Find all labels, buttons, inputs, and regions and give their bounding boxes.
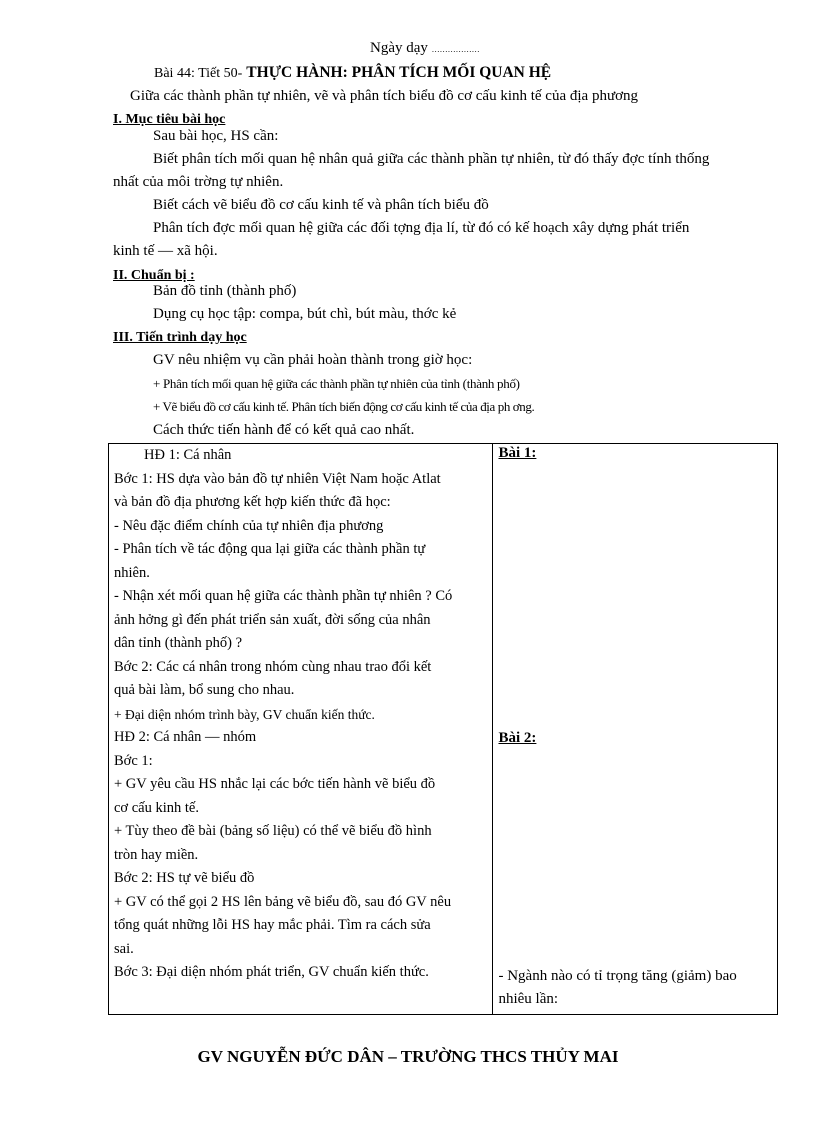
table-row: Bớc 2: Các cá nhân trong nhóm cùng nhau trao đổi kết (114, 658, 432, 675)
table-row: + GV yêu cầu HS nhắc lại các bớc tiến hành vẽ biểu đồ (114, 776, 436, 792)
bai-1-heading: Bài 1: (498, 445, 537, 461)
bai-2-heading: Bài 2: (498, 730, 537, 746)
table-row: + GV có thể gọi 2 HS lên bảng vẽ biểu đồ, sau đó GV nêu (114, 893, 452, 910)
table-row: tổng quát những lỗi HS hay mắc phải. Tìm ra cách sửa (114, 917, 431, 933)
section1-p1-line2: nhất của môi trờng tự nhiên. (113, 174, 284, 190)
date-line: Ngày dạy ……………… (370, 40, 480, 56)
page-footer: GV NGUYỄN ĐỨC DÂN – TRƯỜNG THCS THỦY MAI (197, 1047, 619, 1066)
table-row: ảnh hởng gì đến phát triển sản xuất, đời sống của nhân (114, 611, 431, 628)
section1-p2: Biết cách vẽ biểu đồ cơ cấu kinh tế và phân tích biểu đồ (153, 197, 489, 213)
table-row: và bản đồ địa phương kết hợp kiến thức đã học: (114, 494, 391, 510)
content-column (493, 444, 778, 1015)
section2-heading: II. Chuẩn bị : (113, 268, 195, 283)
table-row: Bớc 3: Đại diện nhóm phát triển, GV chuẩn kiến thức. (114, 964, 429, 980)
question-line1: - Ngành nào có tỉ trọng tăng (giảm) bao (498, 968, 737, 984)
section1-heading: I. Mục tiêu bài học (113, 112, 226, 127)
question-line2: nhiêu lần: (498, 991, 559, 1007)
table-row: HĐ 1: Cá nhân (144, 447, 232, 463)
section1-p1-line1: Biết phân tích mối quan hệ nhân quả giữa các thành phần tự nhiên, từ đó thấy đợc tính thống (153, 151, 710, 167)
section3-heading: III. Tiến trình dạy học (113, 330, 247, 345)
lesson-subtitle: Giữa các thành phần tự nhiên, vẽ và phân tích biểu đồ cơ cấu kinh tế của địa phương (130, 88, 639, 104)
table-row: Bớc 1: HS dựa vào bản đồ tự nhiên Việt Nam hoặc Atlat (114, 470, 441, 487)
section3-intro: GV nêu nhiệm vụ cần phải hoàn thành trong giờ học: (153, 352, 473, 368)
table-row: + Tùy theo đề bài (bảng số liệu) có thể vẽ biểu đồ hình (114, 823, 432, 839)
section1-p3-line1: Phân tích đợc mối quan hệ giữa các đối tợng địa lí, từ đó có kế hoạch xây dựng phát triển (153, 220, 690, 236)
table-row: sai. (114, 940, 134, 957)
table-row: + Đại diện nhóm trình bày, GV chuẩn kiến thức. (114, 706, 375, 722)
activity-column (109, 444, 493, 1015)
table-row: dân tỉnh (thành phố) ? (114, 635, 243, 651)
table-row: HĐ 2: Cá nhân — nhóm (114, 729, 257, 745)
table-row: quả bài làm, bổ sung cho nhau. (114, 682, 295, 698)
section2-item2: Dụng cụ học tập: compa, bút chì, bút màu, thớc kẻ (153, 306, 457, 322)
lesson-heading: Bài 44: Tiết 50- THỰC HÀNH: PHÂN TÍCH MỐI QUAN HỆ (154, 64, 552, 81)
section2-item1: Bản đồ tỉnh (thành phố) (153, 283, 297, 299)
section3-task1: + Phân tích mối quan hệ giữa các thành phần tự nhiên của tỉnh (thành phố) (153, 376, 520, 391)
section1-p3-line2: kinh tế — xã hội. (113, 243, 218, 259)
activity-table (108, 443, 778, 1015)
table-row: Bớc 1: (114, 752, 153, 769)
table-row: - Phân tích về tác động qua lại giữa các thành phần tự (114, 541, 426, 557)
table-row: tròn hay miền. (114, 846, 199, 863)
table-row: cơ cấu kinh tế. (114, 799, 199, 816)
table-row: nhiên. (114, 564, 150, 581)
section3-method: Cách thức tiến hành để có kết quả cao nhất. (153, 422, 415, 438)
table-row: - Nhận xét mối quan hệ giữa các thành phần tự nhiên ? Có (114, 588, 453, 604)
section1-intro: Sau bài học, HS cần: (153, 128, 279, 144)
table-row: Bớc 2: HS tự vẽ biểu đồ (114, 870, 255, 886)
section3-task2: + Vẽ biểu đồ cơ cấu kinh tế. Phân tích biến động cơ cấu kinh tế của địa ph ơng. (153, 399, 535, 414)
table-row: - Nêu đặc điểm chính của tự nhiên địa phương (114, 517, 384, 534)
